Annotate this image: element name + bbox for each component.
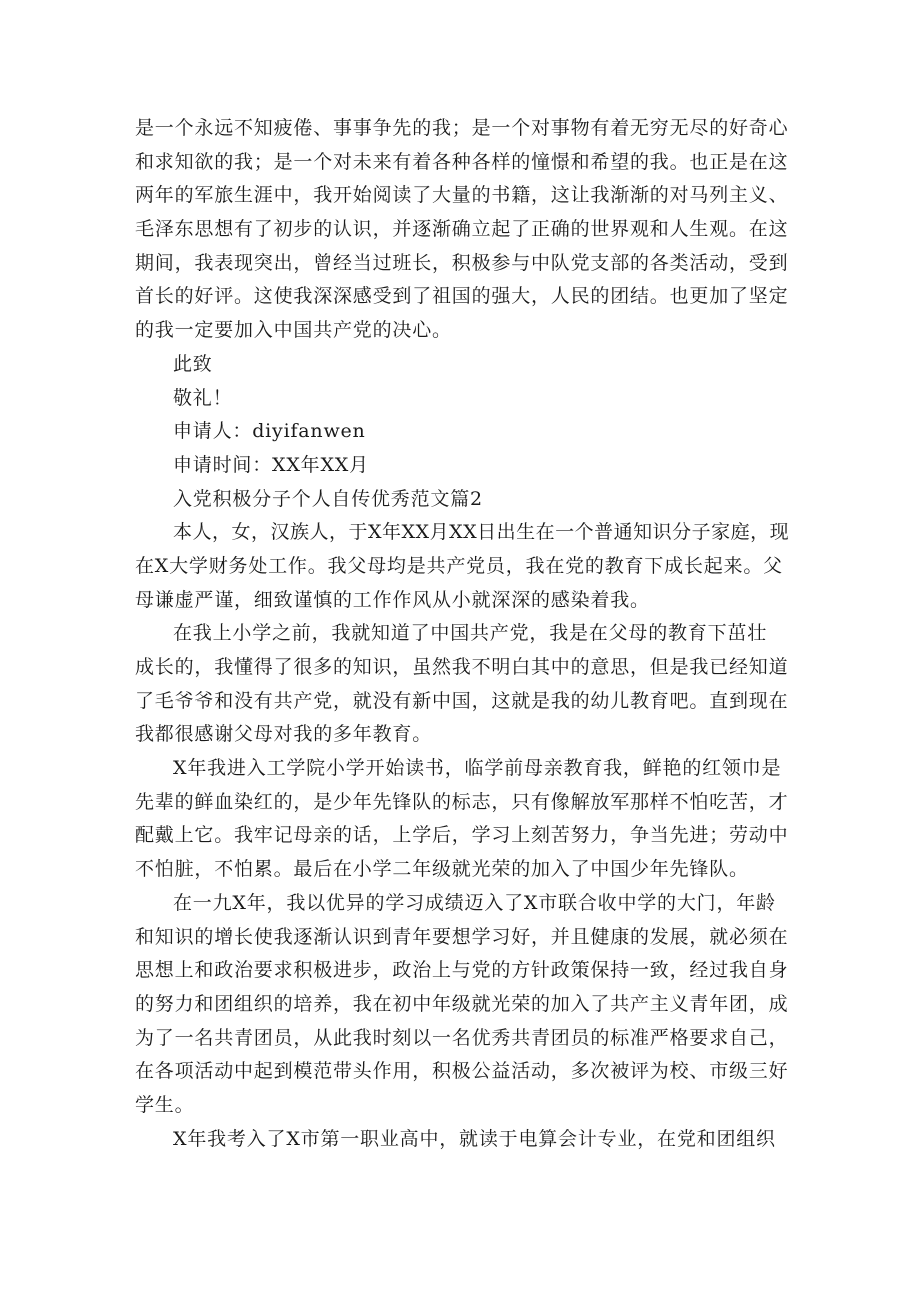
text-line: 了毛爷爷和没有共产党，就没有新中国，这就是我的幼儿教育吧。直到现在: [135, 689, 789, 712]
text-line: 在一九X年，我以优异的学习成绩迈入了X市联合收中学的大门，年龄: [173, 891, 776, 914]
text-line: 入党积极分子个人自传优秀范文篇2: [173, 487, 483, 510]
text-line: 学生。: [135, 1093, 195, 1116]
text-line: 在X大学财务处工作。我父母均是共产党员，我在党的教育下成长起来。父: [135, 554, 783, 577]
text-line: 母谦虚严谨，细致谨慎的工作作风从小就深深的感染着我。: [135, 588, 650, 611]
text-line: 此致: [173, 352, 213, 375]
text-line: 本人，女，汉族人，于X年XX月XX日出生在一个普通知识分子家庭，现: [173, 521, 790, 544]
text-line: 的我一定要加入中国共产党的决心。: [135, 319, 452, 342]
text-line: 和知识的增长使我逐渐认识到青年要想学习好，并且健康的发展，就必须在: [135, 925, 789, 948]
text-line: 首长的好评。这使我深深感受到了祖国的强大，人民的团结。也更加了坚定: [135, 285, 789, 308]
text-line: 敬礼！: [173, 386, 233, 409]
text-line: 先辈的鲜血染红的，是少年先锋队的标志，只有像解放军那样不怕吃苦，才: [135, 790, 789, 813]
text-line: 不怕脏，不怕累。最后在小学二年级就光荣的加入了中国少年先锋队。: [135, 858, 749, 881]
text-line: X年我考入了X市第一职业高中，就读于电算会计专业，在党和团组织: [173, 1127, 776, 1150]
text-line: 思想上和政治要求积极进步，政治上与党的方针政策保持一致，经过我自身: [135, 959, 789, 982]
text-line: 在我上小学之前，我就知道了中国共产党，我是在父母的教育下茁壮: [173, 622, 768, 645]
text-line: 申请人：diyifanwen: [173, 420, 366, 443]
text-line: 在各项活动中起到模范带头作用，积极公益活动，多次被评为校、市级三好: [135, 1060, 789, 1083]
text-line: 配戴上它。我牢记母亲的话，上学后，学习上刻苦努力，争当先进；劳动中: [135, 824, 789, 847]
text-line: 毛泽东思想有了初步的认识，并逐渐确立起了正确的世界观和人生观。在这: [135, 218, 789, 241]
text-line: 成长的，我懂得了很多的知识，虽然我不明白其中的意思，但是我已经知道: [135, 656, 789, 678]
text-line: 为了一名共青团员，从此我时刻以一名优秀共青团员的标准严格要求自己，: [135, 1026, 789, 1049]
text-line: 是一个永远不知疲倦、事事争先的我；是一个对事物有着无穷无尽的好奇心: [135, 117, 789, 139]
text-line: 两年的军旅生涯中，我开始阅读了大量的书籍，这让我渐渐的对马列主义、: [135, 184, 789, 207]
document-body: [135, 112, 790, 1156]
text-line: 的努力和团组织的培养，我在初中年级就光荣的加入了共产主义青年团，成: [135, 992, 789, 1015]
text-line: 我都很感谢父母对我的多年教育。: [135, 723, 433, 746]
text-line: X年我进入工学院小学开始读书，临学前母亲教育我，鲜艳的红领巾是: [173, 757, 782, 780]
text-line: 申请时间：XX年XX月: [173, 453, 369, 476]
text-line: 期间，我表现突出，曾经当过班长，积极参与中队党支部的各类活动，受到: [135, 251, 789, 274]
text-line: 和求知欲的我；是一个对未来有着各种各样的憧憬和希望的我。也正是在这: [135, 150, 789, 173]
